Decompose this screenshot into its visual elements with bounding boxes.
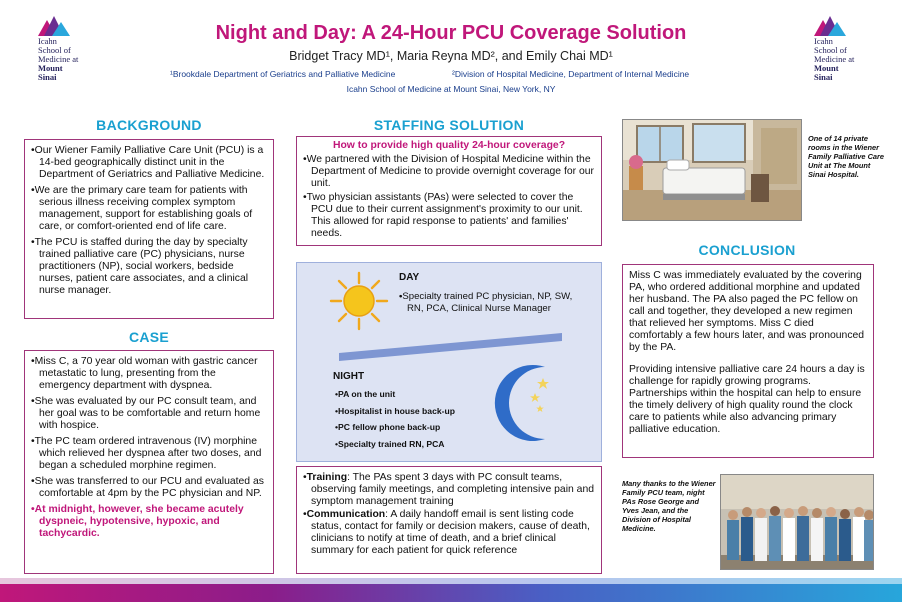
case-item: • The PC team ordered intravenous (IV) morphine which relieved her dyspnea after two doses, and began a scheduled morphine regimen. xyxy=(31,436,267,472)
case-highlight: • At midnight, however, she became acutely dyspneic, hypotensive, hypoxic, and tachycardic. xyxy=(31,504,267,540)
divider-bar xyxy=(339,333,562,361)
training-box xyxy=(296,466,602,574)
conclusion-heading: CONCLUSION xyxy=(698,242,796,258)
background-item: • We are the primary care team for patients with serious illness receiving complex symptom management, support for establishing goals of care, or comfort-oriented end of life care. xyxy=(31,185,267,233)
conclusion-paragraph: Providing intensive palliative care 24 hours a day is challenge for rapidly growing programs. Partnerships within the hospital can help to ensure the timely delivery of high quality round the clock care to patients while also advancing primary palliative education. xyxy=(629,364,865,435)
day-title: DAY xyxy=(399,272,420,283)
team-group-image xyxy=(721,475,874,570)
night-item: • PA on the unit xyxy=(335,389,515,401)
staffing-box xyxy=(296,136,602,246)
room-photo xyxy=(622,119,802,221)
staffing-heading: STAFFING SOLUTION xyxy=(373,117,525,133)
night-title: NIGHT xyxy=(333,371,365,382)
case-heading: CASE xyxy=(128,329,170,345)
poster-authors: Bridget Tracy MD¹, Maria Reyna MD², and Emily Chai MD¹ xyxy=(289,49,613,63)
footer-gradient-bar xyxy=(0,584,902,602)
case-item: • She was evaluated by our PC consult team, and her goal was to be comfortable and return home with hospice. xyxy=(31,396,267,432)
team-photo-caption: Many thanks to the Wiener Family PCU team, night PAs Rose George and Yves Jean, and the Division of Hospital Medicine. xyxy=(622,479,716,533)
conclusion-paragraph: Miss C was immediately evaluated by the covering PA, who ordered additional morphine and updated her husband. The PA also paged the PC fellow on call and together, they developed a new regimen that relieved her symptoms. Miss C died comfortably a few hours later, and was pronounced by the PA. xyxy=(629,270,865,353)
affiliation-1: ¹Brookdale Department of Geriatrics and Palliative Medicine xyxy=(170,69,396,79)
logo-text: Icahn School of Medicine at Mount Sinai xyxy=(38,36,79,82)
background-box xyxy=(24,139,274,319)
day-list xyxy=(399,291,574,318)
staffing-item: • Two physician assistants (PAs) were selected to cover the PCU due to their current assignment's proximity to our unit. This allowed for rapid response to patients' and families' needs. xyxy=(303,192,595,240)
background-item: • The PCU is staffed during the day by specialty trained palliative care (PC) physicians, nurse practitioners (NP), social workers, bedside nurses, patient care associates, and a clinical nurse manager. xyxy=(31,237,267,297)
background-heading: BACKGROUND xyxy=(96,117,202,133)
training-item: • Training: The PAs spent 3 days with PC consult teams, observing family meetings, and completing intensive pain and symptom management training xyxy=(303,472,595,508)
case-item: • Miss C, a 70 year old woman with gastric cancer metastatic to lung, presenting from the emergency department with dyspnea. xyxy=(31,356,267,392)
conclusion-box xyxy=(622,264,874,458)
logo-text: Icahn School of Medicine at Mount Sinai xyxy=(814,36,855,82)
night-list xyxy=(335,389,515,455)
affiliation-3: Icahn School of Medicine at Mount Sinai, New York, NY xyxy=(346,84,556,94)
room-photo-caption: One of 14 private rooms in the Wiener Family Palliative Care Unit at The Mount Sinai Hospital. xyxy=(808,134,884,179)
team-photo xyxy=(720,474,874,570)
poster-title: Night and Day: A 24-Hour PCU Coverage Solution xyxy=(215,22,687,44)
case-box xyxy=(24,350,274,574)
day-night-panel xyxy=(296,262,602,462)
staffing-item: • We partnered with the Division of Hospital Medicine within the Department of Medicine to provide overnight coverage for our unit. xyxy=(303,154,595,190)
stars-icon xyxy=(530,378,549,412)
staffing-question: How to provide high quality 24-hour coverage? xyxy=(332,140,566,151)
night-item: • Hospitalist in house back-up xyxy=(335,406,515,418)
night-item: • PC fellow phone back-up xyxy=(335,422,515,434)
sun-icon xyxy=(331,273,387,329)
night-item: • Specialty trained RN, PCA xyxy=(335,439,515,451)
hospital-room-image xyxy=(623,120,802,221)
day-item: • Specialty trained PC physician, NP, SW, RN, PCA, Clinical Nurse Manager xyxy=(399,291,574,314)
affiliation-2: ²Division of Hospital Medicine, Department of Internal Medicine xyxy=(452,69,690,79)
communication-item: • Communication: A daily handoff email is sent listing code status, contact for family or decision makers, cause of death, clinicians to notify at time of death, and a brief clinical summary for each patient for quick reference xyxy=(303,509,595,557)
case-item: • She was transferred to our PCU and evaluated as comfortable at 4pm by the PC physician and NP. xyxy=(31,476,267,500)
background-item: • Our Wiener Family Palliative Care Unit (PCU) is a 14-bed geographically distinct unit in the Department of Geriatrics and Palliative Medicine. xyxy=(31,145,267,181)
